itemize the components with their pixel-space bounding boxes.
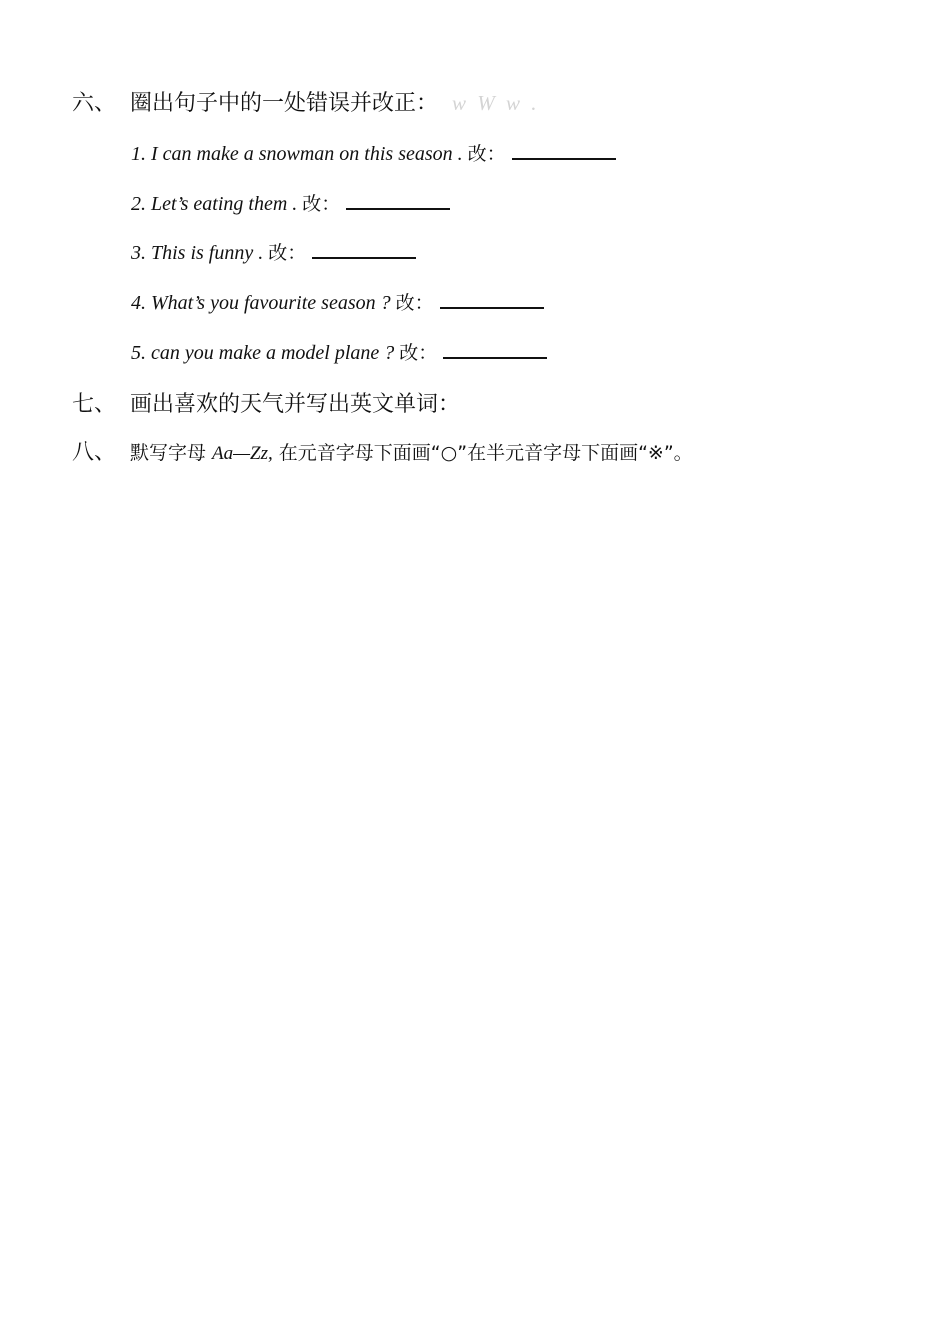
question-2-answer-blank[interactable] — [346, 190, 450, 210]
section-6-number: 六、 — [72, 91, 117, 116]
section-8-instruction — [130, 442, 693, 464]
question-1-correct-label: 改： — [467, 143, 506, 165]
question-2 — [131, 190, 450, 218]
question-5-text: 5. can you make a model plane ? — [131, 342, 400, 364]
section-8-text-before: 默写字母 — [130, 442, 213, 464]
section-6-title: 圈出句子中的一处错误并改正： — [130, 91, 439, 116]
section-6-heading — [72, 88, 540, 119]
question-4 — [131, 289, 544, 317]
question-1 — [131, 140, 616, 168]
question-5-answer-blank[interactable] — [443, 339, 547, 359]
section-8-heading — [72, 438, 693, 469]
section-8-text-after: 在元音字母下面画“○”在半元音字母下面画“※”。 — [272, 442, 693, 464]
question-3-correct-label: 改： — [268, 242, 307, 264]
section-7-number: 七、 — [72, 392, 117, 417]
watermark-text: w W w . — [452, 91, 540, 115]
question-5-correct-label: 改： — [399, 342, 438, 364]
question-1-text: 1. I can make a snowman on this season . — [131, 143, 468, 165]
question-3 — [131, 239, 416, 267]
question-3-text: 3. This is funny . — [131, 242, 269, 264]
question-1-answer-blank[interactable] — [512, 140, 616, 160]
question-2-correct-label: 改： — [302, 193, 341, 215]
question-4-text: 4. What’s you favourite season ? — [131, 292, 396, 314]
question-3-answer-blank[interactable] — [312, 239, 416, 259]
question-4-correct-label: 改： — [395, 292, 434, 314]
section-7-title: 画出喜欢的天气并写出英文单词： — [130, 392, 461, 417]
section-8-number: 八、 — [72, 440, 117, 465]
question-5 — [131, 339, 547, 367]
section-7-heading — [72, 390, 460, 420]
section-8-letters: Aa—Zz, — [212, 443, 273, 464]
question-4-answer-blank[interactable] — [440, 289, 544, 309]
question-2-text: 2. Let’s eating them . — [131, 193, 303, 215]
